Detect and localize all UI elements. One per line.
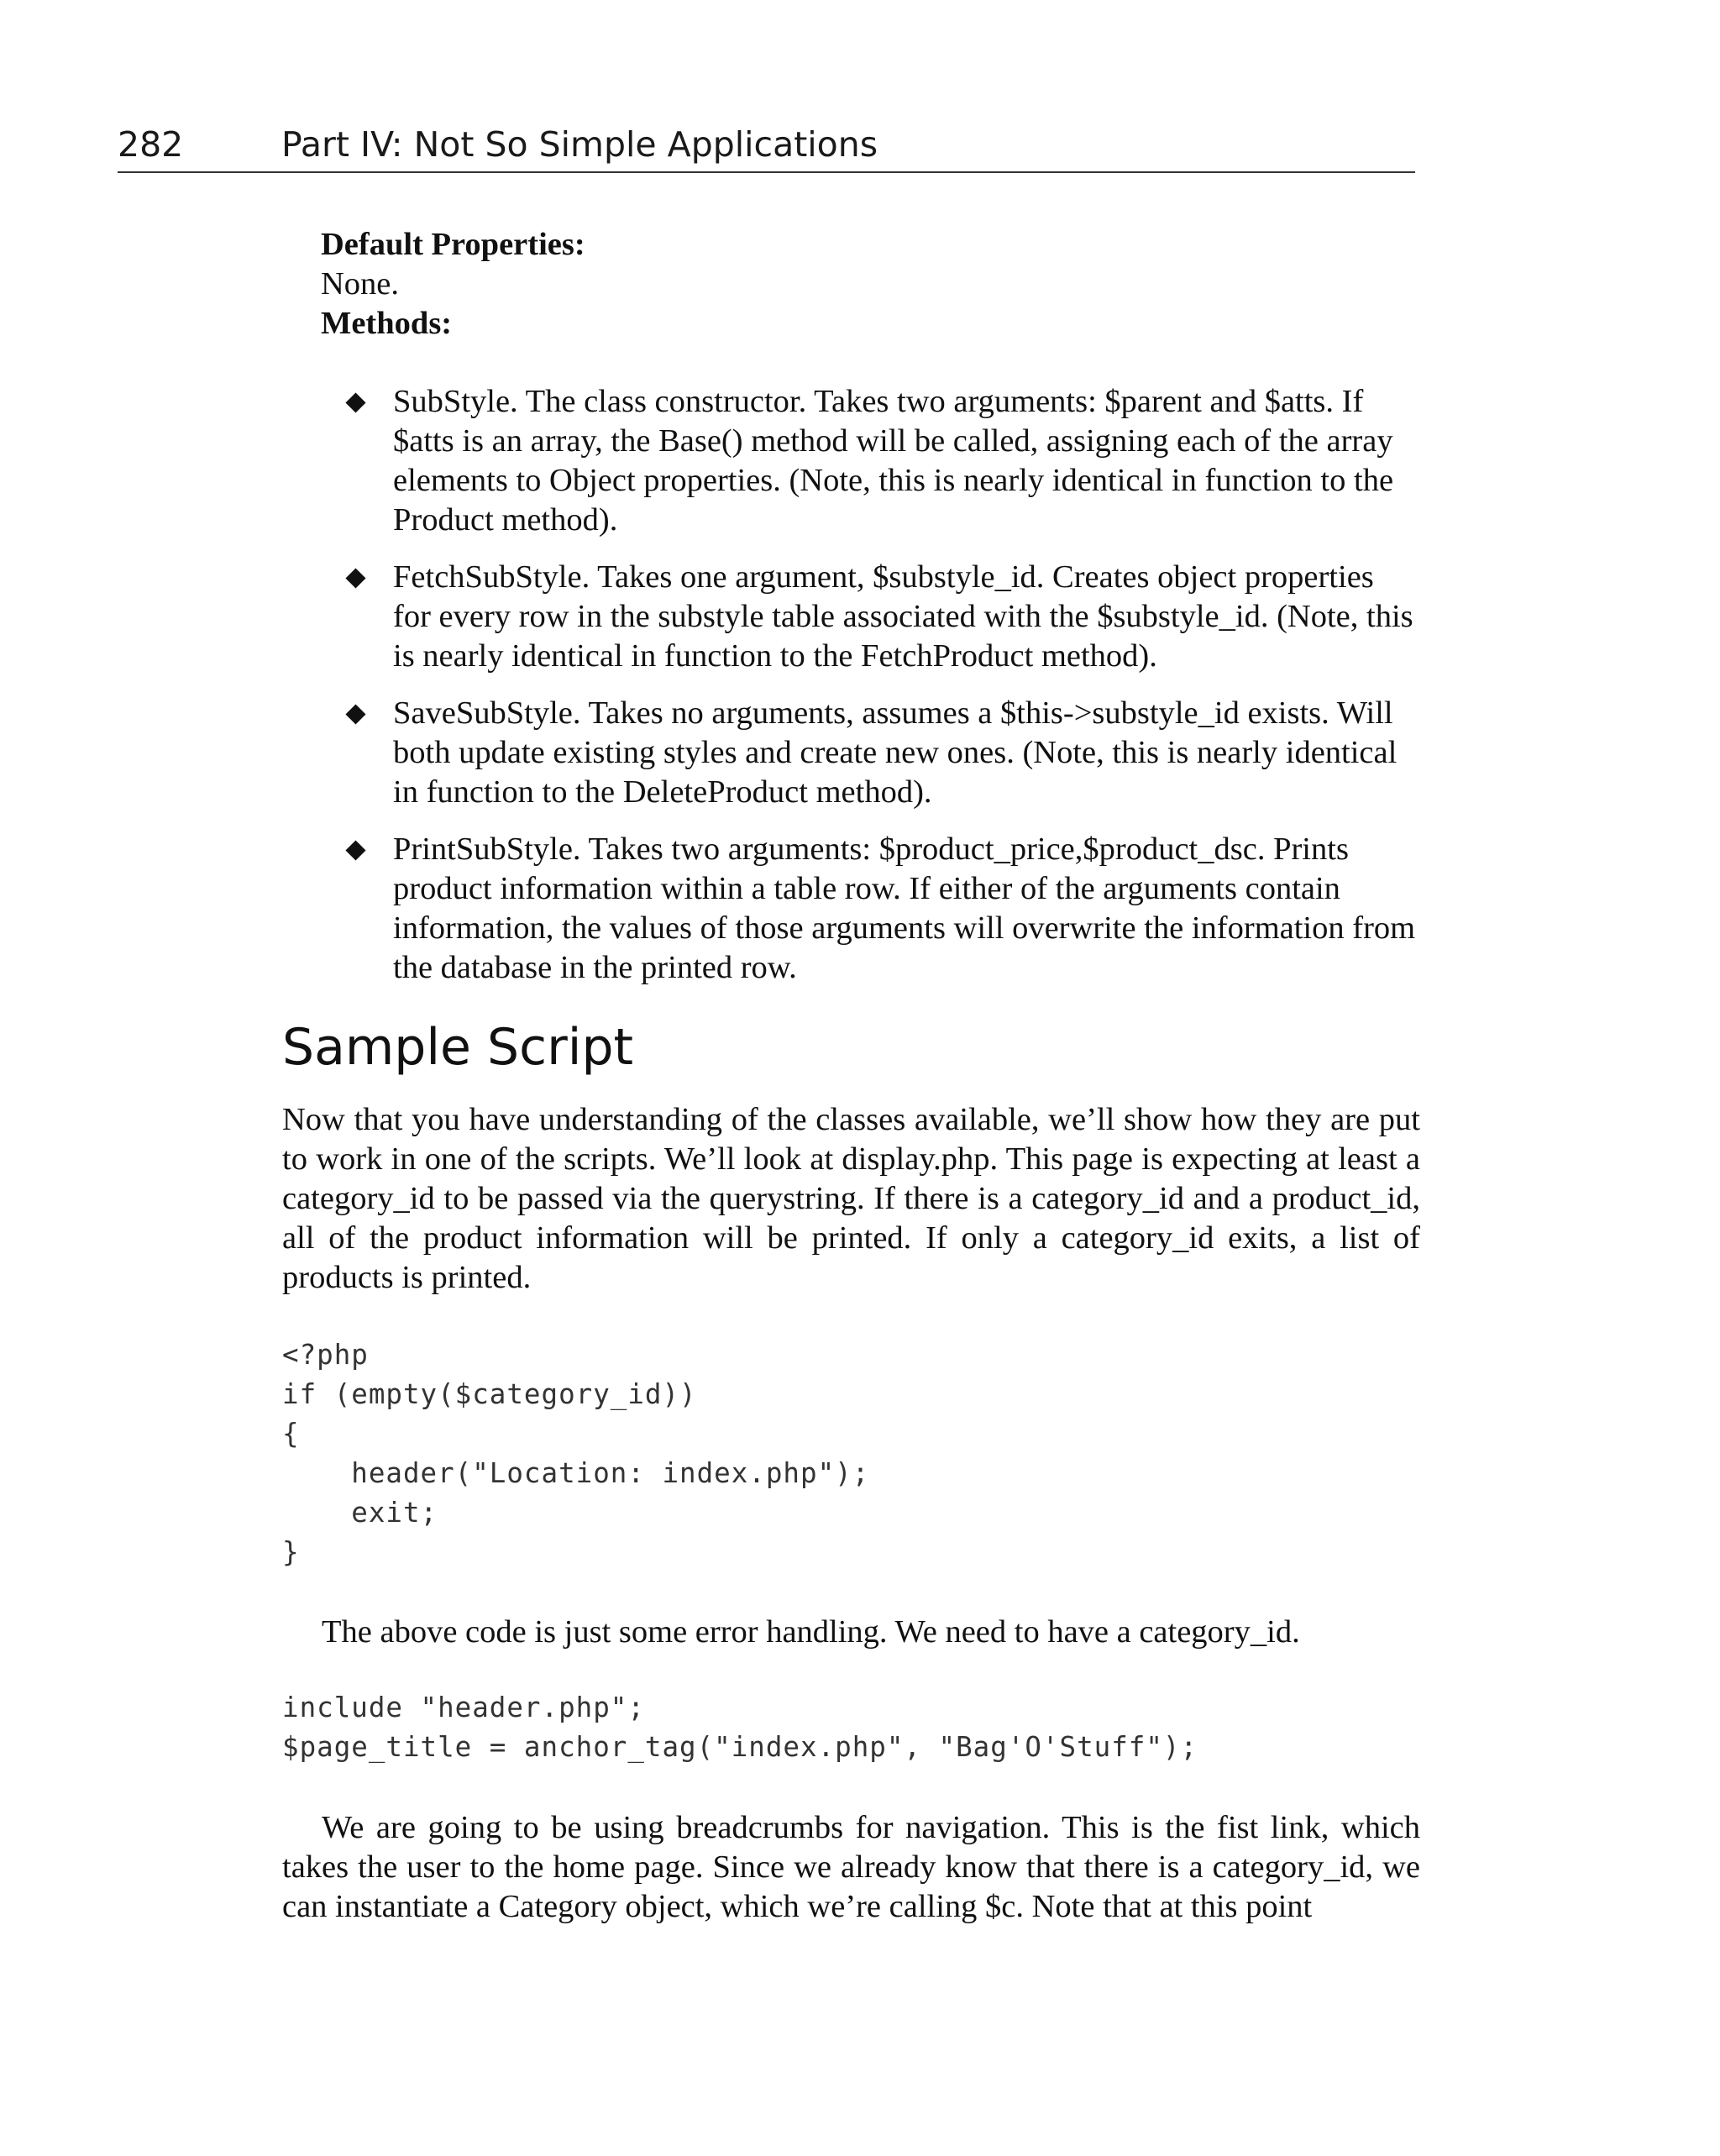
default-properties-block (321, 225, 1413, 344)
diamond-bullet-icon (345, 568, 365, 588)
list-item (344, 830, 1419, 988)
methods-list (344, 382, 1419, 1005)
code-block-header-include: include "header.php"; $page_title = anchor_tag("index.php", "Bag'O'Stuff"); (282, 1692, 1198, 1763)
default-properties-value: None. (321, 266, 400, 302)
diamond-bullet-icon (345, 704, 365, 724)
running-header (118, 119, 1415, 173)
page-number: 282 (118, 124, 184, 165)
intro-paragraph: Now that you have understanding of the classes available, we’ll show how they are put to work in one of the scripts. We’ll look at display.php. This page is expecting at least a category_id to be passed via the querystring. If there is a category_id and a product_id, all of the product information will be printed. If only a category_id exits, a list of products is printed. (282, 1102, 1420, 1295)
list-item (344, 694, 1419, 812)
diamond-bullet-icon (345, 840, 365, 860)
method-description: FetchSubStyle. Takes one argument, $substyle_id. Creates object properties for every row in the substyle table associated with the $substyle_id. (Note, this is nearly identical in function to the FetchProduct method). (393, 559, 1413, 674)
method-description: SaveSubStyle. Takes no arguments, assumes a $this->substyle_id exists. Will both update existing styles and create new ones. (Note, this is nearly identical in function to the DeleteProduct method). (393, 695, 1398, 810)
breadcrumbs-paragraph: We are going to be using breadcrumbs for navigation. This is the fist link, which takes the user to the home page. Since we already know that there is a category_id, we can instantiate a Category object, which we’re calling $c. Note that at this point (282, 1810, 1420, 1924)
diamond-bullet-icon (345, 392, 365, 412)
methods-label: Methods: (321, 306, 453, 341)
running-title: Part IV: Not So Simple Applications (281, 124, 878, 165)
default-properties-label: Default Properties: (321, 227, 585, 262)
error-handling-paragraph: The above code is just some error handling. We need to have a category_id. (322, 1614, 1300, 1650)
method-description: PrintSubStyle. Takes two arguments: $product_price,$product_dsc. Prints product information within a table row. If either of the arguments contain information, the values of those arguments will overwrite the information from the database in the printed row. (393, 831, 1416, 985)
code-block-error-handling: <?php if (empty($category_id)) { header("Location: index.php"); exit; } (282, 1339, 870, 1568)
method-description: SubStyle. The class constructor. Takes two arguments: $parent and $atts. If $atts is an array, the Base() method will be called, assigning each of the array elements to Object properties. (Note, this is nearly identical in function to the Product method). (393, 384, 1394, 538)
list-item (344, 382, 1419, 540)
list-item (344, 558, 1419, 676)
section-heading: Sample Script (282, 1018, 634, 1077)
